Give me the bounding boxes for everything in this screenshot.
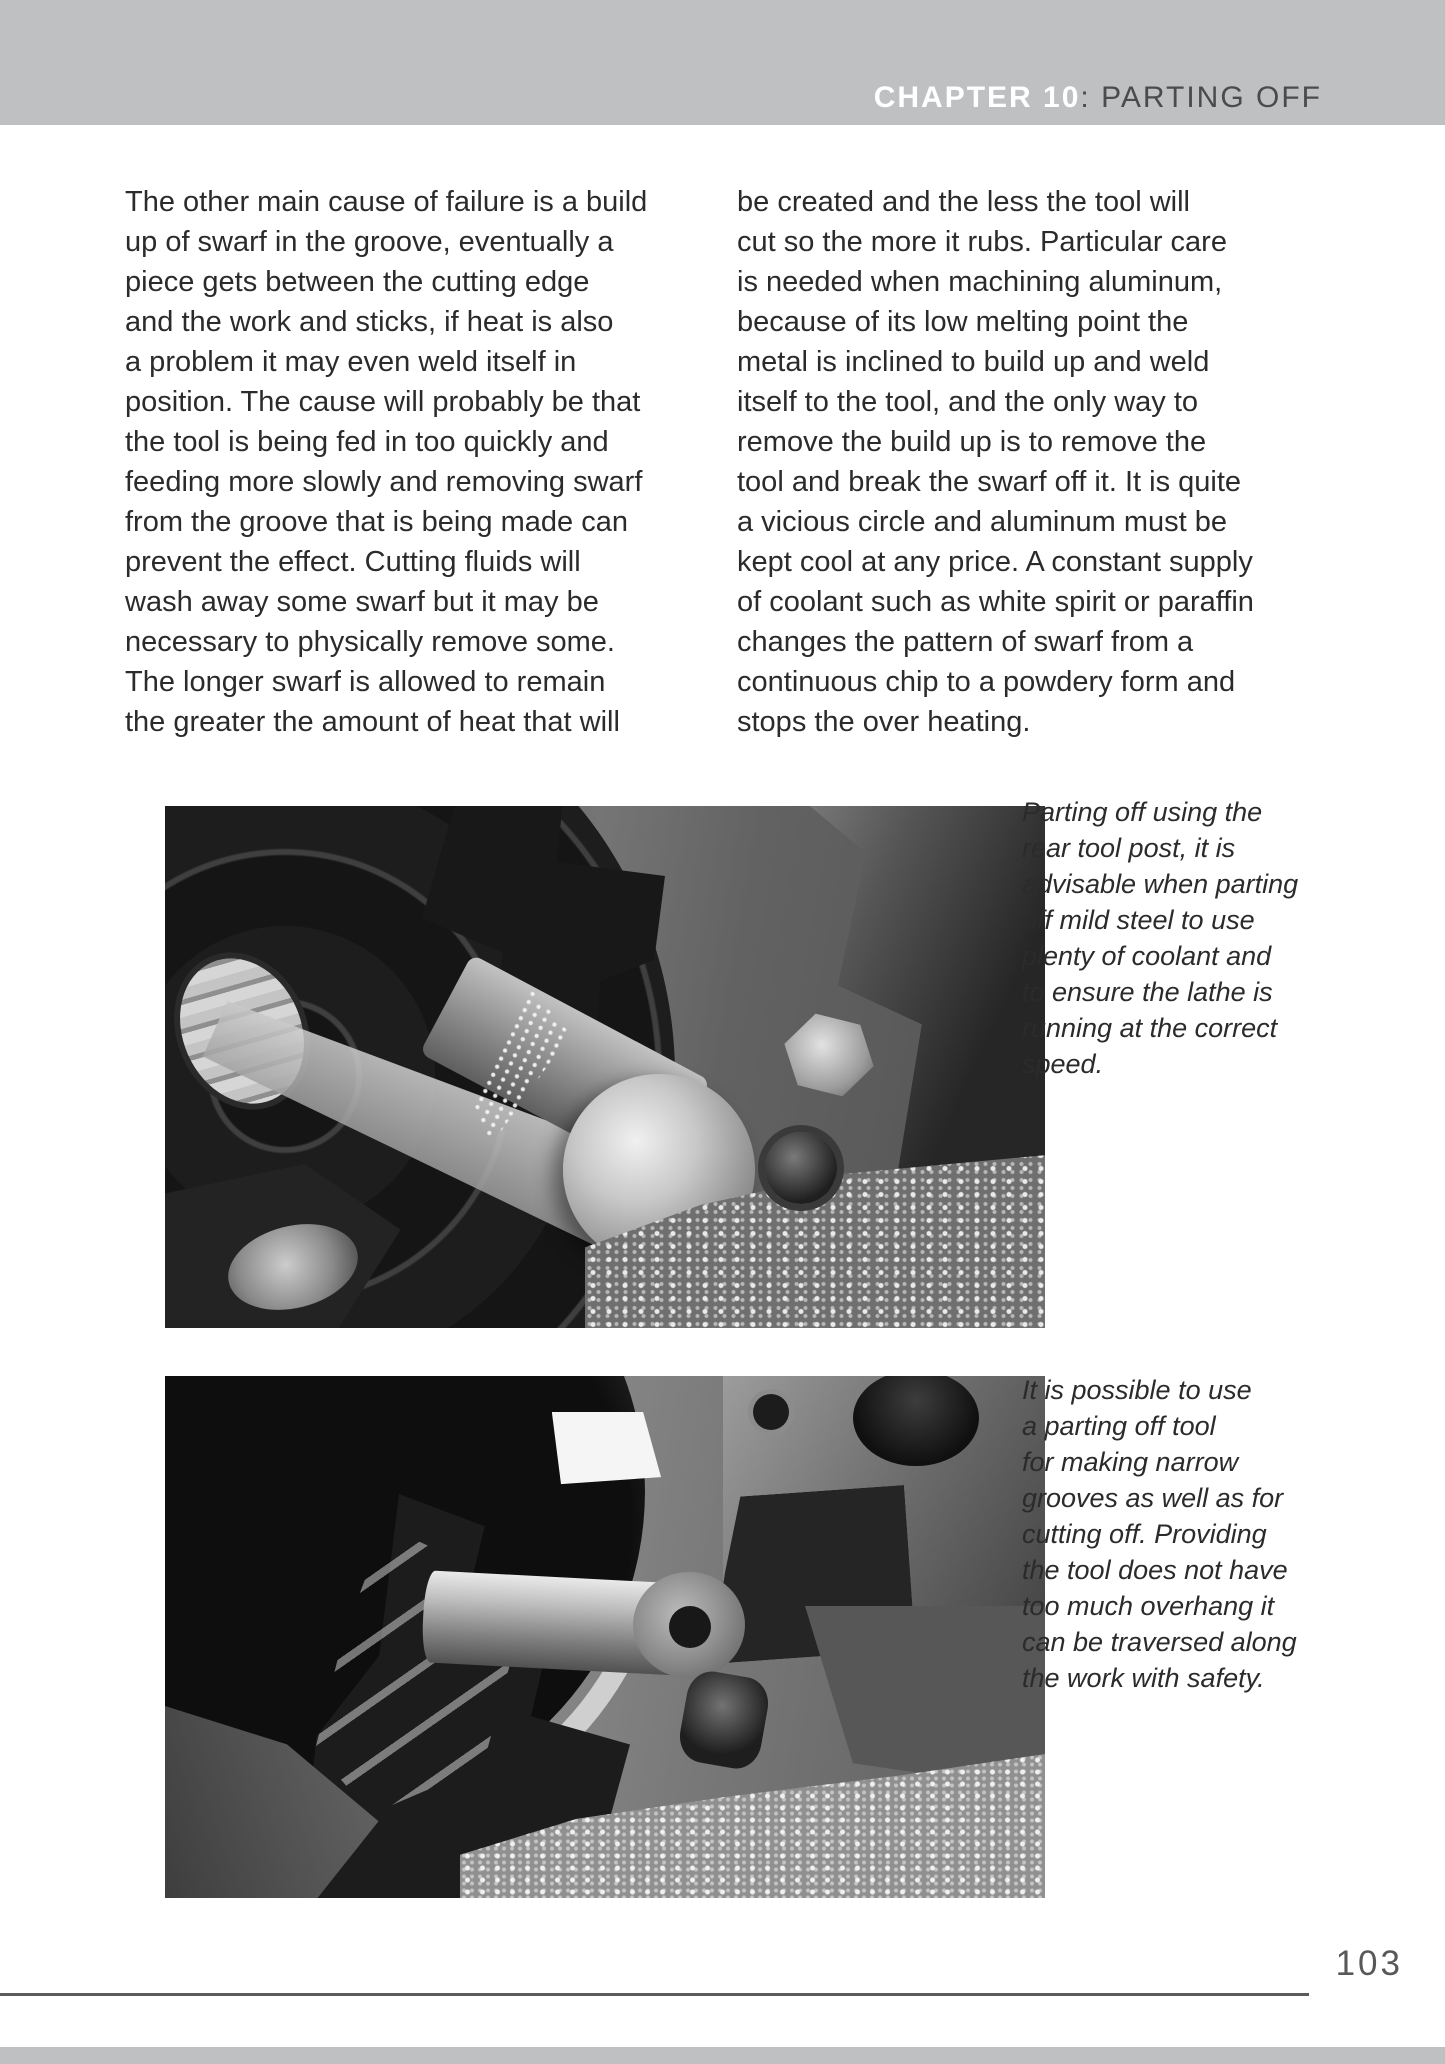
text-line: a parting off tool [1022, 1411, 1216, 1441]
text-line: to ensure the lathe is [1022, 977, 1273, 1007]
photo2-screw-head [753, 1394, 789, 1430]
text-line: continuous chip to a powdery form and [737, 666, 1236, 698]
text-line: is needed when machining aluminum, [737, 266, 1223, 298]
chapter-header-bar [0, 0, 1445, 125]
text-line: tool and break the swarf off it. It is quite [737, 466, 1242, 498]
body-column-right [737, 182, 1312, 742]
text-line: grooves as well as for [1022, 1483, 1284, 1513]
footer-rule [0, 1993, 1309, 1996]
chapter-title-label: : PARTING OFF [1080, 81, 1322, 114]
text-line: prevent the effect. Cutting fluids will [125, 546, 581, 578]
footer-bar [0, 2047, 1445, 2064]
text-line: and the work and sticks, if heat is also [125, 306, 614, 338]
figure-caption-1 [1022, 794, 1337, 1082]
body-column-left [125, 182, 690, 742]
text-line: the tool does not have [1022, 1555, 1288, 1585]
text-line: up of swarf in the groove, eventually a [125, 226, 614, 258]
chapter-heading [874, 81, 1322, 115]
text-line: rear tool post, it is [1022, 833, 1236, 863]
text-line: plenty of coolant and [1022, 941, 1272, 971]
figure-caption-2 [1022, 1372, 1337, 1696]
text-line: advisable when parting [1022, 869, 1299, 899]
chapter-number-label: CHAPTER 10 [873, 81, 1081, 114]
photo1-bolt-head [765, 1132, 837, 1204]
text-line: the work with safety. [1022, 1663, 1265, 1693]
text-line: for making narrow [1022, 1447, 1239, 1477]
text-line: It is possible to use [1022, 1375, 1252, 1405]
text-line: piece gets between the cutting edge [125, 266, 590, 298]
text-line: necessary to physically remove some. [125, 626, 615, 658]
text-line: running at the correct [1022, 1013, 1278, 1043]
text-line: speed. [1022, 1049, 1104, 1079]
photo2-center-hole [669, 1606, 711, 1648]
figure-photo-narrow-grooves [165, 1376, 1045, 1898]
text-line: stops the over heating. [737, 706, 1031, 738]
text-line: itself to the tool, and the only way to [737, 386, 1199, 418]
text-line: position. The cause will probably be that [125, 386, 641, 418]
text-line: of coolant such as white spirit or paraffin [737, 586, 1254, 618]
text-line: off mild steel to use [1022, 905, 1255, 935]
text-line: cutting off. Providing [1022, 1519, 1267, 1549]
text-line: from the groove that is being made can [125, 506, 628, 538]
text-line: too much overhang it [1022, 1591, 1275, 1621]
page-number: 103 [1335, 1944, 1403, 1983]
figure-photo-rear-toolpost [165, 806, 1045, 1328]
text-line: a vicious circle and aluminum must be [737, 506, 1227, 538]
text-line: feeding more slowly and removing swarf [125, 466, 643, 498]
text-line: cut so the more it rubs. Particular care [737, 226, 1227, 258]
text-line: kept cool at any price. A constant supply [737, 546, 1253, 578]
text-line: Parting off using the [1022, 797, 1263, 827]
text-line: can be traversed along [1022, 1627, 1297, 1657]
text-line: be created and the less the tool will [737, 186, 1190, 218]
text-line: wash away some swarf but it may be [125, 586, 599, 618]
text-line: the tool is being fed in too quickly and [125, 426, 609, 458]
text-line: because of its low melting point the [737, 306, 1189, 338]
text-line: The other main cause of failure is a build [125, 186, 648, 218]
text-line: remove the build up is to remove the [737, 426, 1207, 458]
text-line: metal is inclined to build up and weld [737, 346, 1210, 378]
text-line: The longer swarf is allowed to remain [125, 666, 606, 698]
text-line: the greater the amount of heat that will [125, 706, 620, 738]
text-line: changes the pattern of swarf from a [737, 626, 1194, 658]
text-line: a problem it may even weld itself in [125, 346, 577, 378]
